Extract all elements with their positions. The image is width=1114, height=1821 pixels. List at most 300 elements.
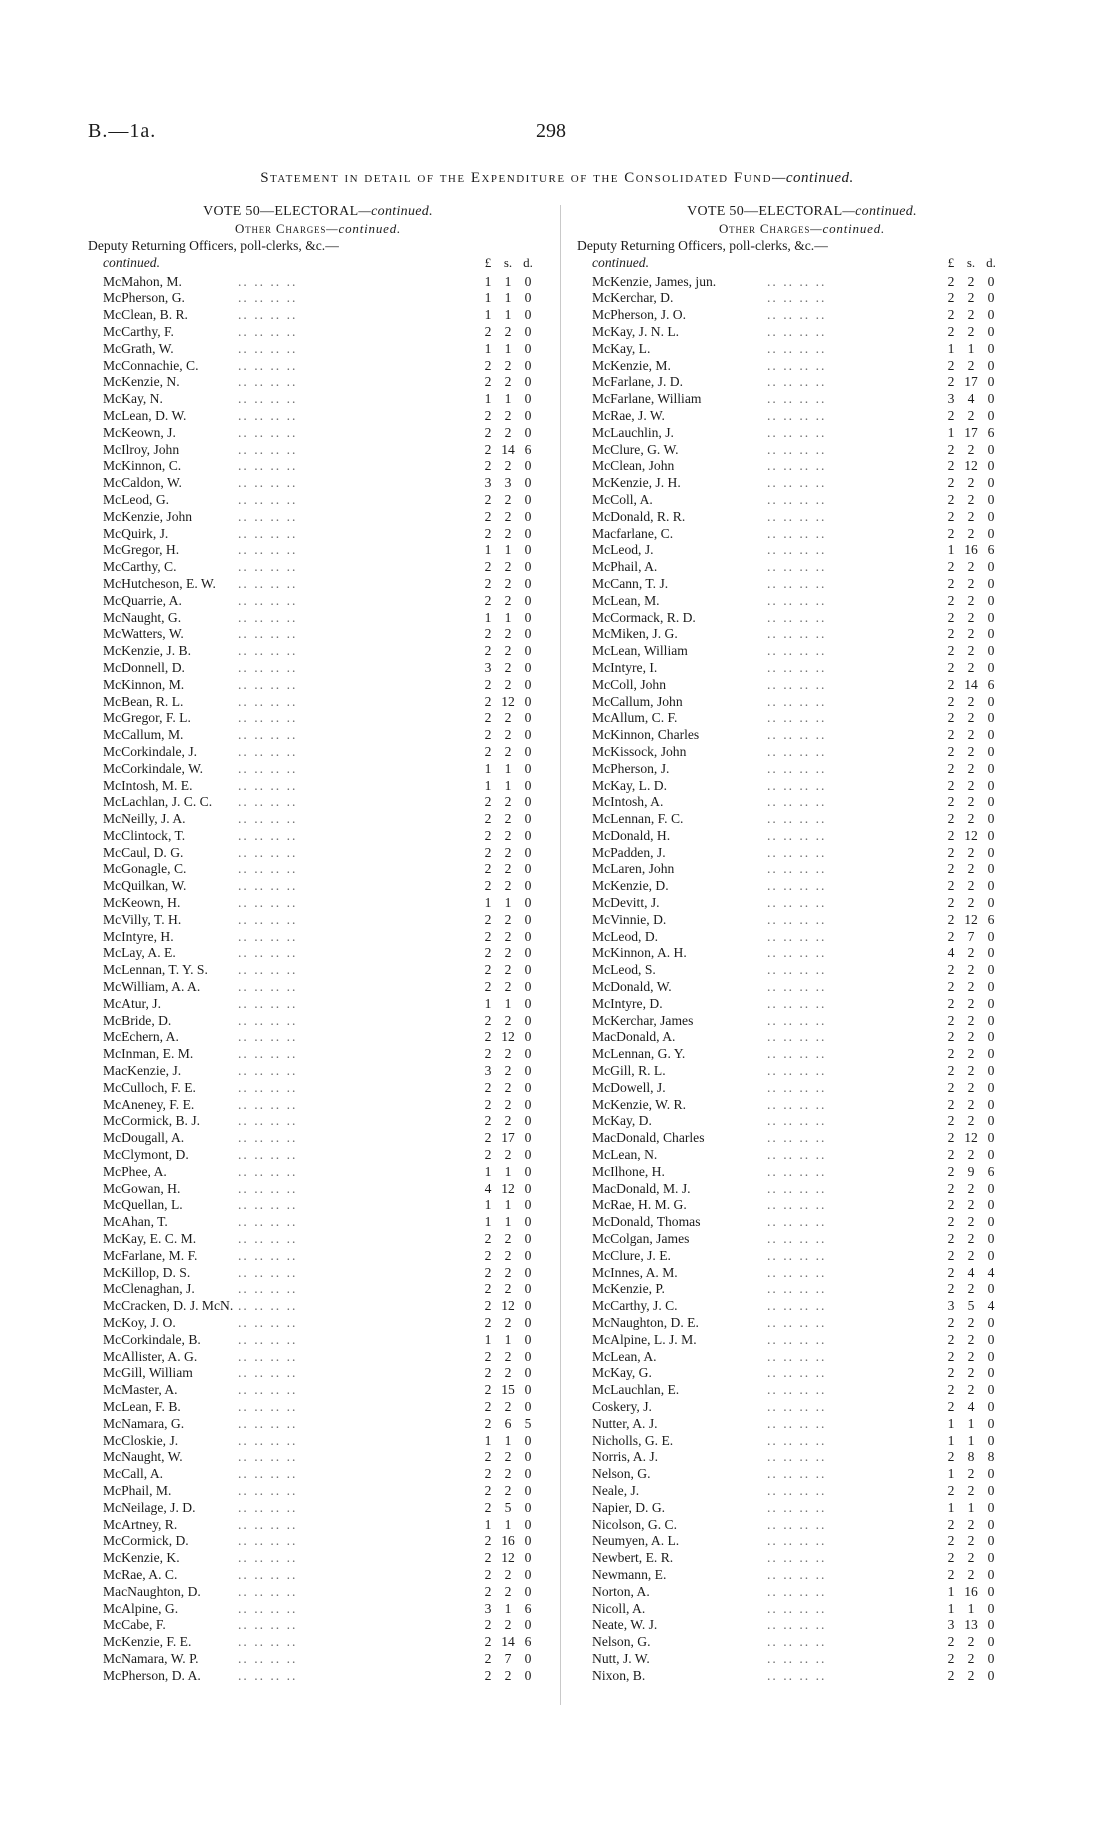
leader-dots: .. .. .. .. bbox=[238, 391, 298, 407]
leader-dots: .. .. .. .. bbox=[767, 1600, 827, 1616]
amount-shillings: 1 bbox=[967, 1415, 975, 1431]
amount bbox=[941, 1483, 1011, 1500]
amount bbox=[478, 962, 548, 979]
amount bbox=[941, 1197, 1011, 1214]
table-row bbox=[577, 559, 1027, 576]
table-row bbox=[88, 1651, 548, 1668]
table-row bbox=[88, 341, 548, 358]
leader-dots: .. .. .. .. bbox=[238, 1382, 298, 1398]
amount-shillings: 2 bbox=[967, 962, 975, 978]
leader-dots: .. .. .. .. bbox=[238, 962, 298, 978]
leader-dots: .. .. .. .. bbox=[767, 1214, 827, 1230]
amount-shillings: 2 bbox=[504, 1466, 512, 1482]
amount-pounds: 2 bbox=[484, 827, 492, 843]
payee-name: McLachlan, J. C. C. bbox=[103, 794, 213, 810]
amount-shillings: 12 bbox=[501, 1180, 515, 1196]
amount-shillings: 2 bbox=[967, 290, 975, 306]
table-row bbox=[88, 1399, 548, 1416]
amount bbox=[941, 1332, 1011, 1349]
amount-pence: 0 bbox=[524, 1617, 532, 1633]
amount-shillings: 2 bbox=[504, 827, 512, 843]
amount-pounds: 1 bbox=[947, 340, 955, 356]
amount-pence: 0 bbox=[987, 1197, 995, 1213]
amount-pounds: 2 bbox=[484, 1499, 492, 1515]
amount-pence: 0 bbox=[524, 727, 532, 743]
amount-pounds: 2 bbox=[484, 441, 492, 457]
amount-pence: 0 bbox=[987, 508, 995, 524]
leader-dots: .. .. .. .. bbox=[238, 424, 298, 440]
payee-name: McQuellan, L. bbox=[103, 1197, 183, 1213]
amount-pounds: 2 bbox=[947, 676, 955, 692]
leader-dots: .. .. .. .. bbox=[238, 861, 298, 877]
amount-pounds: 1 bbox=[484, 273, 492, 289]
payee-name: McWatters, W. bbox=[103, 626, 184, 642]
payee-name: McKenzie, P. bbox=[592, 1281, 665, 1297]
leader-dots: .. .. .. .. bbox=[767, 626, 827, 642]
leader-dots: .. .. .. .. bbox=[238, 1550, 298, 1566]
leader-dots: .. .. .. .. bbox=[767, 659, 827, 675]
amount-pence: 0 bbox=[987, 592, 995, 608]
amount-shillings: 5 bbox=[504, 1499, 512, 1515]
amount-pounds: 2 bbox=[484, 1449, 492, 1465]
amount-shillings: 2 bbox=[504, 407, 512, 423]
vote-heading-continued: —continued. bbox=[842, 204, 917, 219]
amount-pounds: 2 bbox=[947, 323, 955, 339]
payee-name: McCarthy, J. C. bbox=[592, 1298, 678, 1314]
amount-shillings: 2 bbox=[504, 676, 512, 692]
payee-name: McAlpine, G. bbox=[103, 1600, 179, 1616]
amount-pounds: 2 bbox=[484, 1398, 492, 1414]
amount-pence: 0 bbox=[987, 743, 995, 759]
table-row bbox=[88, 996, 548, 1013]
amount-pounds: 2 bbox=[947, 1667, 955, 1683]
payee-name: McPhail, A. bbox=[592, 559, 658, 575]
leader-dots: .. .. .. .. bbox=[767, 1096, 827, 1112]
amount bbox=[478, 1483, 548, 1500]
payee-name: McCabe, F. bbox=[103, 1617, 166, 1633]
leader-dots: .. .. .. .. bbox=[238, 542, 298, 558]
leader-dots: .. .. .. .. bbox=[767, 1382, 827, 1398]
amount bbox=[478, 1214, 548, 1231]
amount-pounds: 1 bbox=[947, 1499, 955, 1515]
amount bbox=[478, 710, 548, 727]
amount-shillings: 2 bbox=[967, 575, 975, 591]
amount-shillings: 12 bbox=[501, 1029, 515, 1045]
amount bbox=[941, 1365, 1011, 1382]
amount-shillings: 12 bbox=[501, 693, 515, 709]
amount bbox=[478, 1382, 548, 1399]
payee-name: McKenzie, D. bbox=[592, 878, 669, 894]
leader-dots: .. .. .. .. bbox=[238, 1012, 298, 1028]
amount bbox=[941, 391, 1011, 408]
leader-dots: .. .. .. .. bbox=[767, 1046, 827, 1062]
leader-dots: .. .. .. .. bbox=[238, 1113, 298, 1129]
amount-shillings: 2 bbox=[504, 643, 512, 659]
amount-pounds: 2 bbox=[947, 307, 955, 323]
amount-shillings: 2 bbox=[967, 743, 975, 759]
amount bbox=[941, 694, 1011, 711]
amount bbox=[478, 878, 548, 895]
amount-shillings: 2 bbox=[967, 1348, 975, 1364]
payee-name: Nelson, G. bbox=[592, 1466, 651, 1482]
amount bbox=[478, 593, 548, 610]
amount-shillings: 2 bbox=[967, 1550, 975, 1566]
leader-dots: .. .. .. .. bbox=[238, 1264, 298, 1280]
payee-name: McCorkindale, J. bbox=[103, 743, 198, 759]
amount-shillings: 2 bbox=[967, 1634, 975, 1650]
payee-name: McLean, F. B. bbox=[103, 1398, 181, 1414]
payee-name: MacDonald, A. bbox=[592, 1029, 676, 1045]
amount-shillings: 2 bbox=[967, 1113, 975, 1129]
payee-name: McLean, D. W. bbox=[103, 407, 187, 423]
amount-pence: 0 bbox=[987, 1130, 995, 1146]
payee-name: McNaughton, D. E. bbox=[592, 1315, 699, 1330]
table-row bbox=[88, 1433, 548, 1450]
amount bbox=[478, 374, 548, 391]
table-row bbox=[577, 1248, 1027, 1265]
table-row bbox=[88, 442, 548, 459]
payee-name: McCormack, R. D. bbox=[592, 609, 696, 625]
leader-dots: .. .. .. .. bbox=[767, 475, 827, 491]
amount bbox=[941, 1080, 1011, 1097]
amount bbox=[478, 274, 548, 291]
table-row bbox=[577, 1265, 1027, 1282]
amount-shillings: 2 bbox=[504, 559, 512, 575]
leader-dots: .. .. .. .. bbox=[767, 575, 827, 591]
payee-name: MacKenzie, J. bbox=[103, 1063, 182, 1079]
leader-dots: .. .. .. .. bbox=[767, 1415, 827, 1431]
leader-dots: .. .. .. .. bbox=[767, 777, 827, 793]
amount-shillings: 2 bbox=[504, 1281, 512, 1297]
payee-name: McPherson, J. bbox=[592, 760, 670, 776]
amount bbox=[478, 1029, 548, 1046]
leader-dots: .. .. .. .. bbox=[238, 895, 298, 911]
payee-name: McBean, R. L. bbox=[103, 693, 184, 709]
table-row bbox=[577, 1449, 1027, 1466]
amount-shillings: 12 bbox=[964, 911, 978, 927]
amount-pence: 0 bbox=[524, 1516, 532, 1532]
leader-dots: .. .. .. .. bbox=[767, 559, 827, 575]
amount-pence: 0 bbox=[987, 659, 995, 675]
leader-dots: .. .. .. .. bbox=[767, 1079, 827, 1095]
table-row bbox=[577, 1617, 1027, 1634]
payee-name: McRae, A. C. bbox=[103, 1566, 178, 1582]
table-row bbox=[577, 1197, 1027, 1214]
amount bbox=[478, 442, 548, 459]
amount-pence: 0 bbox=[524, 1449, 532, 1465]
payee-name: McKinnon, Charles bbox=[592, 727, 700, 743]
amount bbox=[941, 290, 1011, 307]
amount-pence: 0 bbox=[987, 1533, 995, 1549]
other-charges-text: Other Charges bbox=[234, 220, 327, 236]
amount-pounds: 2 bbox=[947, 559, 955, 575]
leader-dots: .. .. .. .. bbox=[238, 1482, 298, 1498]
amount-shillings: 2 bbox=[504, 1667, 512, 1683]
amount-pence: 0 bbox=[524, 1298, 532, 1314]
table-row bbox=[577, 1365, 1027, 1382]
amount-shillings: 1 bbox=[504, 609, 512, 625]
amount-pounds: 2 bbox=[484, 794, 492, 810]
amount bbox=[941, 778, 1011, 795]
leader-dots: .. .. .. .. bbox=[238, 441, 298, 457]
amount-pounds: 3 bbox=[484, 475, 492, 491]
amount bbox=[478, 542, 548, 559]
amount-pence: 0 bbox=[987, 323, 995, 339]
amount bbox=[478, 1315, 548, 1332]
amount bbox=[478, 324, 548, 341]
amount-pounds: 2 bbox=[947, 777, 955, 793]
payee-name: Nutt, J. W. bbox=[592, 1650, 650, 1666]
amount bbox=[478, 912, 548, 929]
amount-pounds: 2 bbox=[484, 1550, 492, 1566]
amount-shillings: 2 bbox=[967, 357, 975, 373]
leader-dots: .. .. .. .. bbox=[767, 1281, 827, 1297]
left-column bbox=[88, 204, 548, 1685]
leader-dots: .. .. .. .. bbox=[767, 424, 827, 440]
leader-dots: .. .. .. .. bbox=[767, 1231, 827, 1247]
amount bbox=[941, 929, 1011, 946]
amount-pence: 0 bbox=[524, 1197, 532, 1213]
amount-pounds: 2 bbox=[947, 1247, 955, 1263]
amount-pence: 0 bbox=[524, 1046, 532, 1062]
amount bbox=[941, 1617, 1011, 1634]
amount-pence: 0 bbox=[524, 794, 532, 810]
amount-shillings: 2 bbox=[504, 575, 512, 591]
amount-shillings: 2 bbox=[967, 1466, 975, 1482]
amount-shillings: 2 bbox=[967, 693, 975, 709]
currency-units-header bbox=[478, 255, 548, 272]
payee-name: McGill, R. L. bbox=[592, 1063, 666, 1079]
amount bbox=[941, 1416, 1011, 1433]
amount-pence: 0 bbox=[987, 1029, 995, 1045]
payee-name: McKissock, John bbox=[592, 743, 687, 759]
amount-pounds: 1 bbox=[484, 995, 492, 1011]
unit-pounds: £ bbox=[484, 254, 492, 270]
table-row bbox=[577, 442, 1027, 459]
amount-shillings: 2 bbox=[504, 592, 512, 608]
amount bbox=[941, 1584, 1011, 1601]
amount-pence: 0 bbox=[987, 575, 995, 591]
payee-name: McColl, John bbox=[592, 676, 667, 692]
payee-name: Neate, W. J. bbox=[592, 1617, 658, 1633]
leader-dots: .. .. .. .. bbox=[767, 743, 827, 759]
leader-dots: .. .. .. .. bbox=[238, 760, 298, 776]
amount bbox=[941, 1046, 1011, 1063]
amount bbox=[941, 962, 1011, 979]
amount-pounds: 2 bbox=[947, 743, 955, 759]
payee-name: McCulloch, F. E. bbox=[103, 1079, 196, 1095]
leader-dots: .. .. .. .. bbox=[767, 643, 827, 659]
amount-pounds: 2 bbox=[947, 1650, 955, 1666]
table-row bbox=[577, 1500, 1027, 1517]
table-row bbox=[577, 1483, 1027, 1500]
table-row bbox=[577, 475, 1027, 492]
payee-name: McColgan, James bbox=[592, 1231, 690, 1247]
amount-shillings: 2 bbox=[967, 861, 975, 877]
amount bbox=[941, 1298, 1011, 1315]
amount-shillings: 12 bbox=[964, 1130, 978, 1146]
payee-name: McMiken, J. G. bbox=[592, 626, 678, 642]
amount-pounds: 1 bbox=[484, 609, 492, 625]
amount bbox=[478, 660, 548, 677]
amount bbox=[478, 1063, 548, 1080]
amount-shillings: 2 bbox=[967, 1315, 975, 1330]
amount-pounds: 2 bbox=[947, 374, 955, 390]
amount bbox=[478, 358, 548, 375]
table-row bbox=[88, 1550, 548, 1567]
leader-dots: .. .. .. .. bbox=[238, 811, 298, 827]
amount-pence: 0 bbox=[524, 1130, 532, 1146]
table-row bbox=[88, 1483, 548, 1500]
amount-pence: 0 bbox=[524, 273, 532, 289]
payee-name: McGregor, F. L. bbox=[103, 710, 191, 726]
amount bbox=[941, 744, 1011, 761]
amount-pounds: 2 bbox=[484, 1113, 492, 1129]
leader-dots: .. .. .. .. bbox=[238, 592, 298, 608]
amount-pounds: 2 bbox=[484, 1466, 492, 1482]
leader-dots: .. .. .. .. bbox=[767, 542, 827, 558]
amount-pounds: 1 bbox=[484, 1163, 492, 1179]
amount-pence: 0 bbox=[524, 323, 532, 339]
amount-shillings: 2 bbox=[504, 491, 512, 507]
amount-shillings: 2 bbox=[967, 508, 975, 524]
amount-pence: 0 bbox=[524, 777, 532, 793]
amount-shillings: 1 bbox=[504, 391, 512, 407]
amount-pounds: 1 bbox=[484, 1331, 492, 1347]
amount bbox=[941, 878, 1011, 895]
amount-pounds: 2 bbox=[947, 827, 955, 843]
amount-pounds: 2 bbox=[947, 1130, 955, 1146]
amount-shillings: 2 bbox=[967, 441, 975, 457]
amount-shillings: 5 bbox=[967, 1298, 975, 1314]
amount bbox=[478, 1013, 548, 1030]
table-row bbox=[88, 610, 548, 627]
other-charges-continued: —continued. bbox=[326, 220, 402, 236]
payee-name: Napier, D. G. bbox=[592, 1499, 666, 1515]
amount-pounds: 2 bbox=[484, 1650, 492, 1666]
leader-dots: .. .. .. .. bbox=[238, 1650, 298, 1666]
table-row bbox=[577, 1584, 1027, 1601]
leader-dots: .. .. .. .. bbox=[238, 995, 298, 1011]
vote-heading bbox=[88, 204, 548, 221]
leader-dots: .. .. .. .. bbox=[767, 1298, 827, 1314]
leader-dots: .. .. .. .. bbox=[767, 1499, 827, 1515]
table-row bbox=[577, 593, 1027, 610]
payee-name: McKenzie, K. bbox=[103, 1550, 180, 1566]
leader-dots: .. .. .. .. bbox=[238, 794, 298, 810]
amount-shillings: 2 bbox=[504, 979, 512, 995]
payee-name: McClenaghan, J. bbox=[103, 1281, 195, 1297]
amount-pence: 6 bbox=[524, 1634, 532, 1650]
amount-shillings: 2 bbox=[504, 743, 512, 759]
leader-dots: .. .. .. .. bbox=[767, 962, 827, 978]
table-row bbox=[577, 1063, 1027, 1080]
leader-dots: .. .. .. .. bbox=[238, 1466, 298, 1482]
sub-heading-text: Deputy Returning Officers, poll-clerks, &c.— bbox=[577, 237, 828, 253]
payee-name: McLeod, J. bbox=[592, 542, 654, 558]
table-row bbox=[88, 1617, 548, 1634]
table-row bbox=[88, 307, 548, 324]
leader-dots: .. .. .. .. bbox=[238, 1096, 298, 1112]
amount-pounds: 2 bbox=[484, 323, 492, 339]
table-row bbox=[88, 1113, 548, 1130]
table-row bbox=[88, 290, 548, 307]
amount-pence: 0 bbox=[524, 1079, 532, 1095]
table-row bbox=[88, 744, 548, 761]
amount-pence: 0 bbox=[524, 424, 532, 440]
leader-dots: .. .. .. .. bbox=[767, 1449, 827, 1465]
payee-name: McDonald, R. R. bbox=[592, 508, 686, 524]
page-number: 298 bbox=[536, 120, 566, 142]
table-row bbox=[577, 912, 1027, 929]
amount-pence: 0 bbox=[987, 1079, 995, 1095]
amount-pounds: 2 bbox=[947, 1096, 955, 1112]
amount-shillings: 1 bbox=[504, 290, 512, 306]
leader-dots: .. .. .. .. bbox=[238, 710, 298, 726]
amount-shillings: 2 bbox=[504, 1482, 512, 1498]
payee-name: McVinnie, D. bbox=[592, 911, 667, 927]
payee-name: McPherson, G. bbox=[103, 290, 185, 306]
amount-shillings: 12 bbox=[501, 1550, 515, 1566]
amount bbox=[478, 1231, 548, 1248]
amount bbox=[478, 1164, 548, 1181]
amount-pence: 6 bbox=[987, 1163, 995, 1179]
leader-dots: .. .. .. .. bbox=[767, 273, 827, 289]
amount bbox=[478, 1046, 548, 1063]
leader-dots: .. .. .. .. bbox=[238, 1415, 298, 1431]
amount-shillings: 2 bbox=[967, 1012, 975, 1028]
amount-pence: 0 bbox=[987, 878, 995, 894]
amount-pounds: 2 bbox=[484, 1634, 492, 1650]
amount-pounds: 2 bbox=[484, 626, 492, 642]
amount-shillings: 1 bbox=[504, 1600, 512, 1616]
amount bbox=[478, 1399, 548, 1416]
table-row bbox=[577, 1601, 1027, 1618]
payee-name: McInnes, A. M. bbox=[592, 1264, 678, 1280]
payee-name: McLauchlin, J. bbox=[592, 424, 674, 440]
amount bbox=[478, 509, 548, 526]
amount-pounds: 2 bbox=[947, 727, 955, 743]
statement-title bbox=[0, 170, 1114, 187]
amount-shillings: 2 bbox=[967, 1147, 975, 1163]
table-row bbox=[88, 895, 548, 912]
table-row bbox=[88, 1164, 548, 1181]
table-row bbox=[577, 1634, 1027, 1651]
amount-pence: 0 bbox=[524, 508, 532, 524]
amount-pounds: 2 bbox=[484, 979, 492, 995]
leader-dots: .. .. .. .. bbox=[767, 1516, 827, 1532]
amount-pence: 0 bbox=[524, 1499, 532, 1515]
amount-pence: 0 bbox=[524, 1583, 532, 1599]
amount-shillings: 2 bbox=[504, 878, 512, 894]
leader-dots: .. .. .. .. bbox=[767, 1348, 827, 1364]
amount-pounds: 2 bbox=[947, 458, 955, 474]
amount-pence: 0 bbox=[987, 827, 995, 843]
amount-pence: 4 bbox=[987, 1264, 995, 1280]
amount bbox=[478, 1080, 548, 1097]
amount-shillings: 2 bbox=[967, 1281, 975, 1297]
leader-dots: .. .. .. .. bbox=[767, 911, 827, 927]
leader-dots: .. .. .. .. bbox=[238, 458, 298, 474]
leader-dots: .. .. .. .. bbox=[767, 1533, 827, 1549]
payee-name: McKenzie, J. H. bbox=[592, 475, 681, 491]
amount-pounds: 1 bbox=[947, 1415, 955, 1431]
amount-pence: 0 bbox=[987, 441, 995, 457]
table-row bbox=[88, 408, 548, 425]
amount bbox=[941, 475, 1011, 492]
leader-dots: .. .. .. .. bbox=[238, 374, 298, 390]
amount-pence: 0 bbox=[524, 1147, 532, 1163]
